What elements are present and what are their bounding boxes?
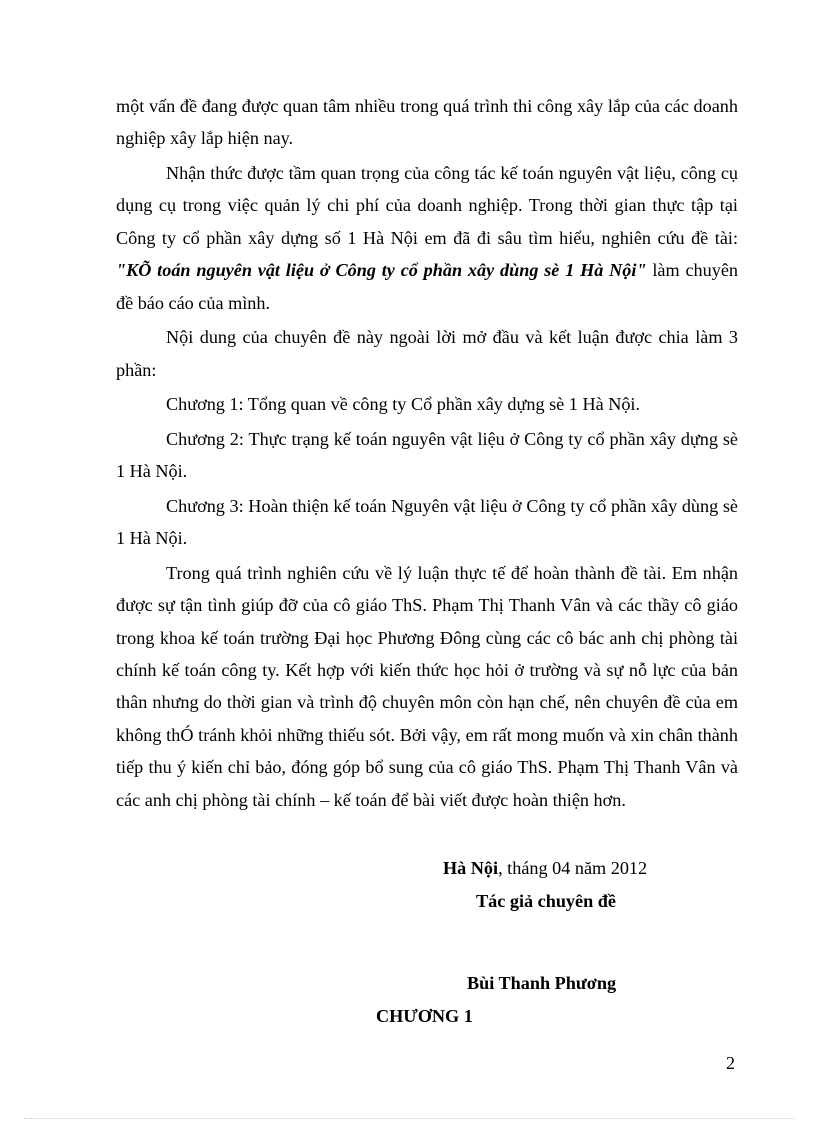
page-bottom-divider — [24, 1118, 794, 1119]
paragraph-structure: Nội dung của chuyên đề này ngoài lời mở đầu và kết luận được chia làm 3 phần: — [116, 327, 738, 380]
chapter-2-summary: Chương 2: Thực trạng kế toán nguyên vật liệu ở Công ty cổ phần xây dựng sè 1 Hà Nội. — [116, 428, 738, 482]
signature-place: Hà Nội — [443, 858, 499, 878]
paragraph-awareness — [116, 157, 738, 319]
chapter-heading: CHƯƠNG 1 — [376, 1006, 473, 1026]
paragraph-awareness-tail: làm chuyên đề báo cáo của mình. — [116, 260, 738, 313]
signature-role: Tác giả chuyên đề — [476, 891, 616, 911]
paragraph-acknowledgement: Trong quá trình nghiên cứu về lý luận thực tế để hoàn thành đề tài. Em nhận được sự tận tình giúp đỡ của cô giáo ThS. Phạm Thị Thanh Vân và các thầy cô giáo trong khoa kế toán trường Đại học Phương Đông cùng các cô bác anh chị phòng tài chính kế toán công ty. Kết hợp với kiến thức học hỏi ở trường và sự nỗ lực của bản thân nhưng do thời gian và trình độ chuyên môn còn hạn chế, nên chuyên đề của em không thÓ tránh khỏi những thiếu sót. Bởi vậy, em rất mong muốn và xin chân thành tiếp thu ý kiến chỉ bảo, đóng góp bổ sung của cô giáo ThS. Phạm Thị Thanh Vân và các anh chị phòng tài chính – kế toán để bài viết được hoàn thiện hơn. — [116, 562, 738, 810]
thesis-title: "KÕ toán nguyên vật liệu ở Công ty cổ phần xây dùng sè 1 Hà Nội" — [116, 260, 647, 281]
chapter-1-summary: Chương 1: Tổng quan về công ty Cổ phần xây dựng sè 1 Hà Nội. — [166, 394, 641, 415]
signature-place-date — [443, 858, 647, 879]
paragraph-intro-continuation: một vấn đề đang được quan tâm nhiều trong quá trình thi công xây lắp của các doanh nghiệp xây lắp hiện nay. — [116, 96, 738, 149]
body-text — [116, 90, 738, 818]
signature-date: , tháng 04 năm 2012 — [498, 858, 648, 878]
paragraph-awareness-text: Nhận thức được tầm quan trọng của công tác kế toán nguyên vật liệu, công cụ dụng cụ trong việc quản lý chi phí của doanh nghiệp. Trong thời gian thực tập tại Công ty cổ phần xây dựng số 1 Hà Nội em đã đi sâu tìm hiểu, nghiên cứu đề tài: — [116, 163, 738, 248]
chapter-3-summary: Chương 3: Hoàn thiện kế toán Nguyên vật liệu ở Công ty cổ phần xây dùng sè 1 Hà Nội. — [116, 495, 738, 549]
page-number: 2 — [726, 1053, 735, 1073]
signature-name: Bùi Thanh Phương — [467, 973, 617, 993]
